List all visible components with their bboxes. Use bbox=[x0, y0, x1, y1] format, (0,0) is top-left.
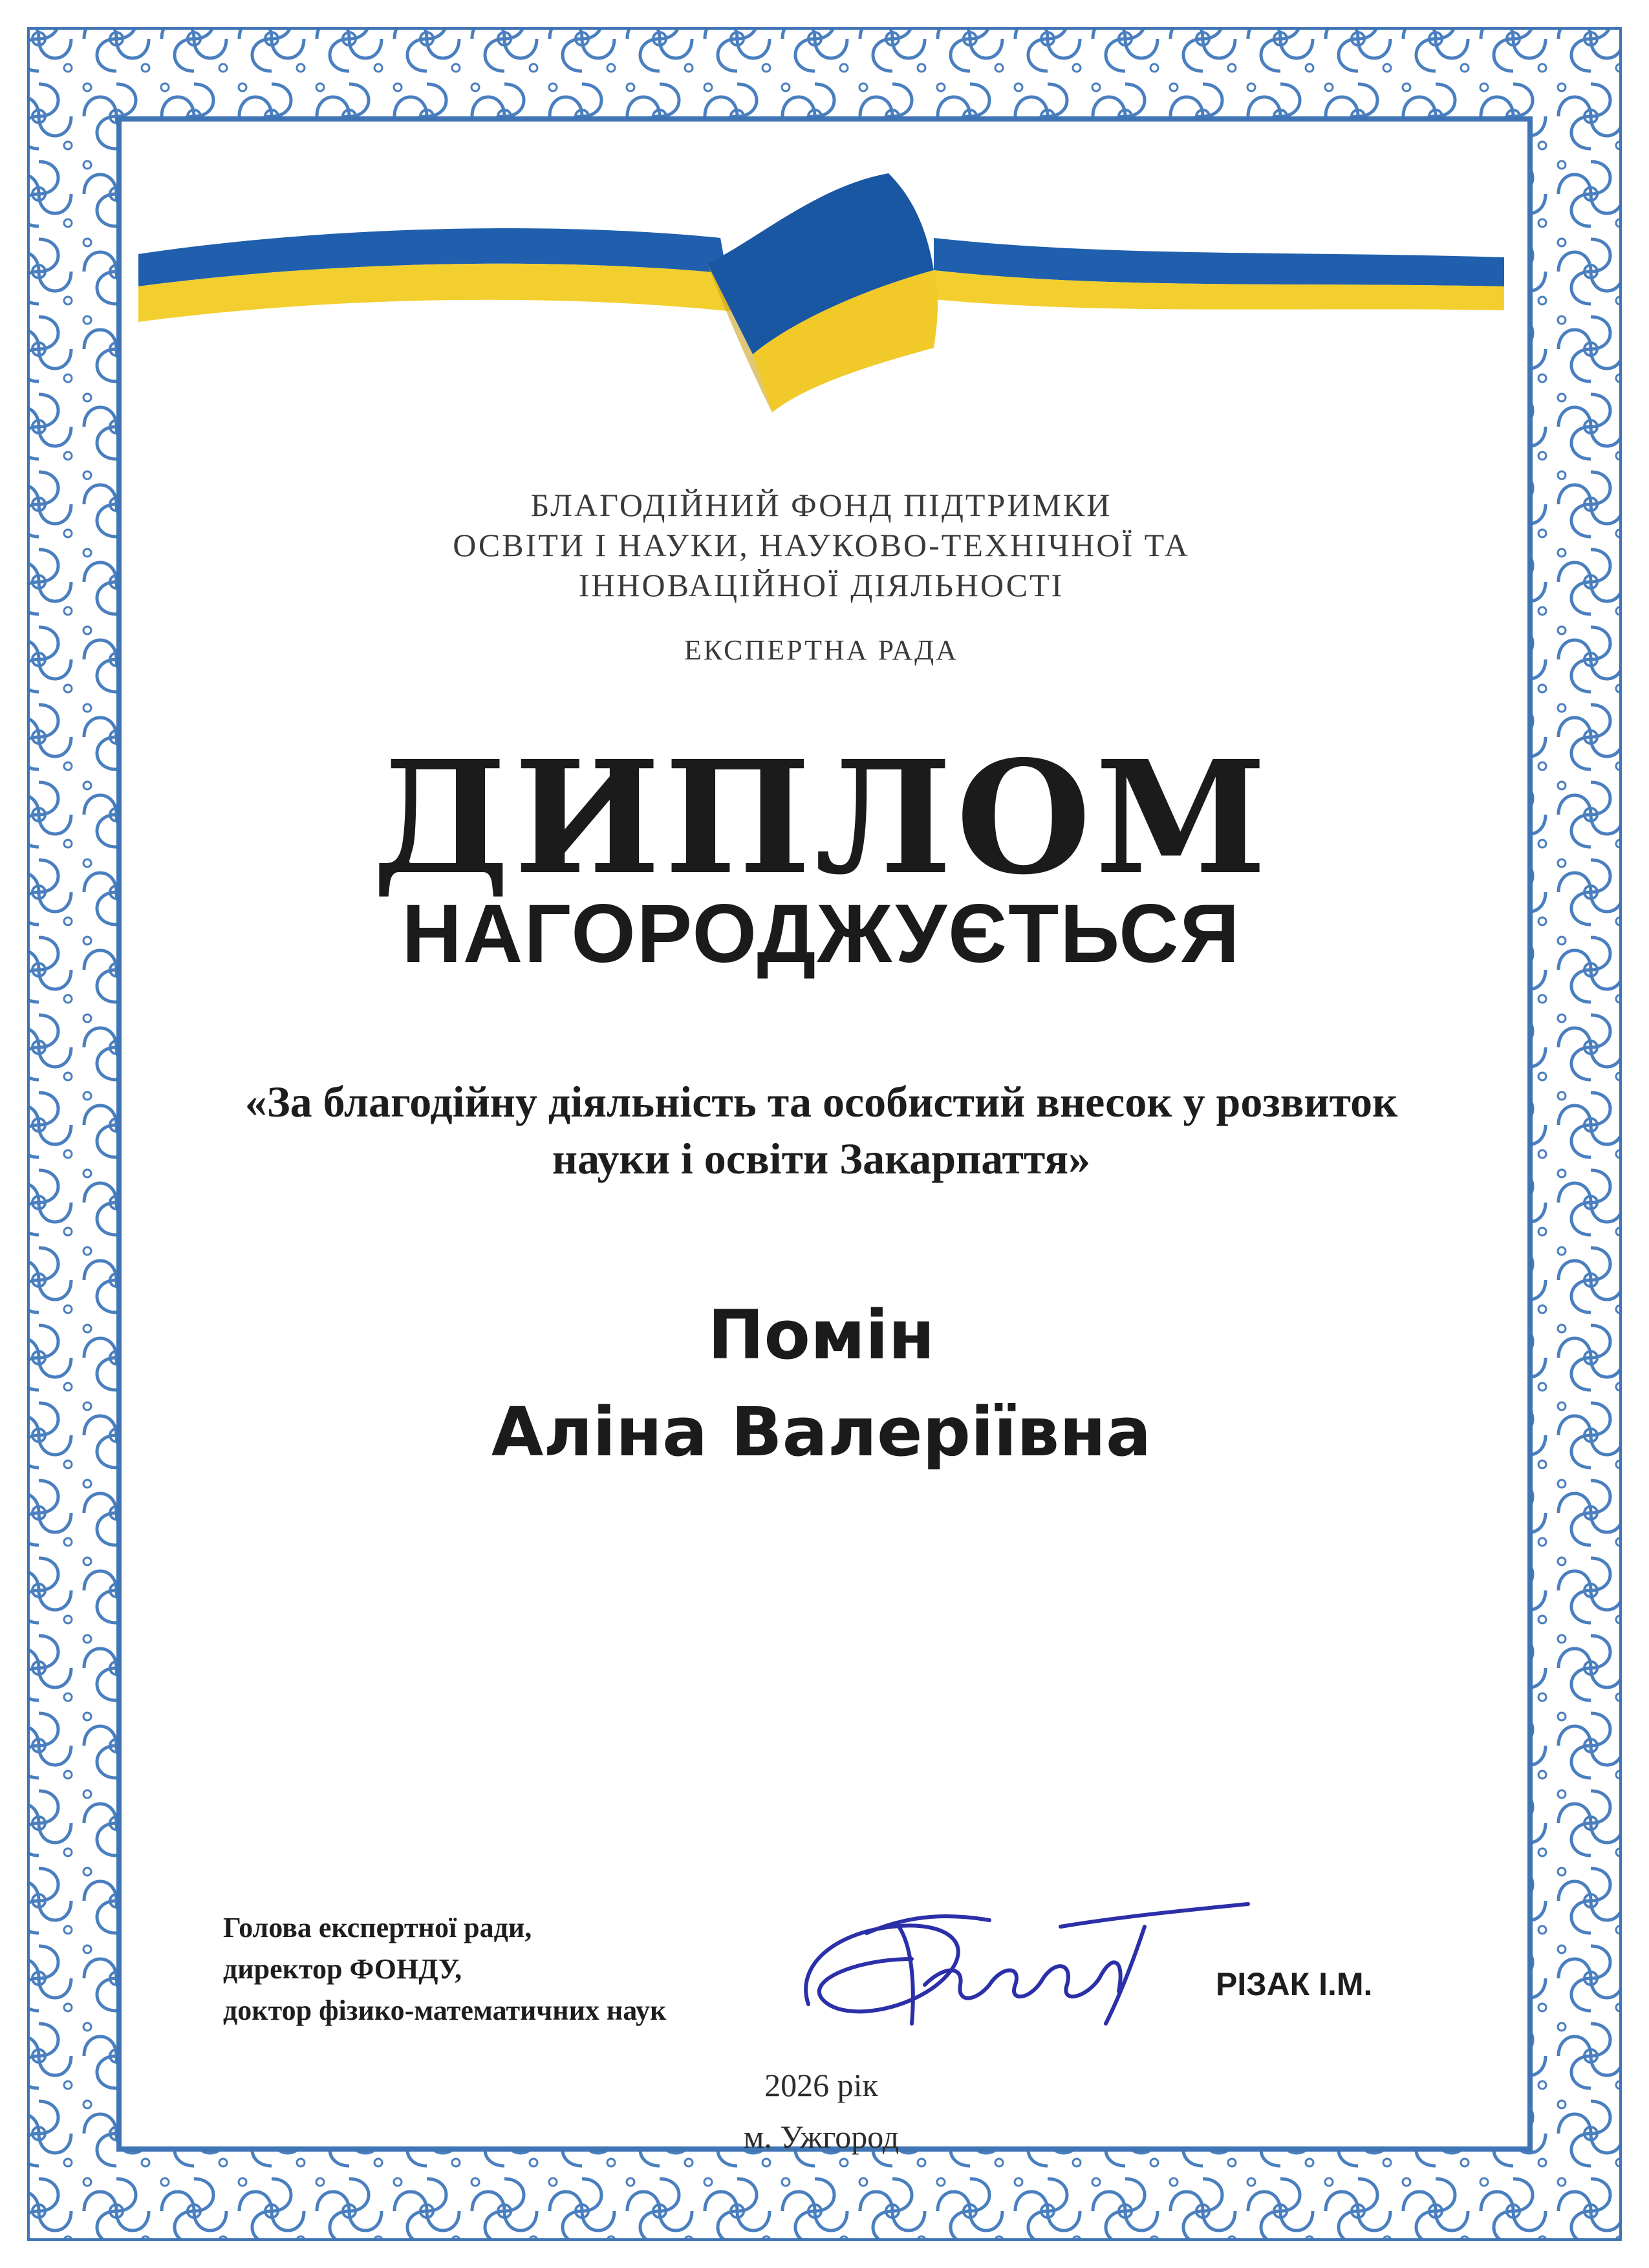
expert-council-label: ЕКСПЕРТНА РАДА bbox=[684, 634, 958, 666]
signatory-title bbox=[223, 1907, 666, 2031]
diploma-title: ДИПЛОМ bbox=[372, 727, 1271, 909]
ukrainian-flag-ribbon bbox=[138, 160, 1504, 419]
organization-line: БЛАГОДІЙНИЙ ФОНД ПІДТРИМКИ bbox=[530, 487, 1112, 523]
awarded-heading: НАГОРОДЖУЄТЬСЯ bbox=[402, 888, 1241, 980]
organization-line: ІННОВАЦІЙНОЇ ДІЯЛЬНОСТІ bbox=[578, 567, 1064, 603]
recipient-name bbox=[138, 1287, 1504, 1481]
award-reason-line: «За благодійну діяльність та особистий внесок у розвиток bbox=[244, 1077, 1398, 1126]
recipient-surname: Помін bbox=[707, 1296, 935, 1375]
signatory-line: доктор фізико-математичних наук bbox=[223, 1995, 667, 2026]
organization-line: ОСВІТИ І НАУКИ, НАУКОВО-ТЕХНІЧНОЇ ТА bbox=[453, 527, 1190, 563]
issue-year: 2026 рік bbox=[764, 2067, 878, 2103]
organization-name bbox=[138, 485, 1504, 605]
footer bbox=[138, 2059, 1504, 2163]
issue-city: м. Ужгород bbox=[743, 2119, 900, 2155]
signer-name: РІЗАК І.М. bbox=[1216, 1966, 1373, 2002]
award-reason bbox=[138, 1073, 1504, 1187]
signatory-line: директор ФОНДУ, bbox=[223, 1953, 462, 1985]
signatory-line: Голова експертної ради, bbox=[223, 1912, 532, 1943]
recipient-given-names: Аліна Валеріївна bbox=[491, 1393, 1152, 1471]
handwritten-signature bbox=[782, 1888, 1255, 2056]
award-reason-line: науки і освіти Закарпаття» bbox=[552, 1134, 1091, 1183]
